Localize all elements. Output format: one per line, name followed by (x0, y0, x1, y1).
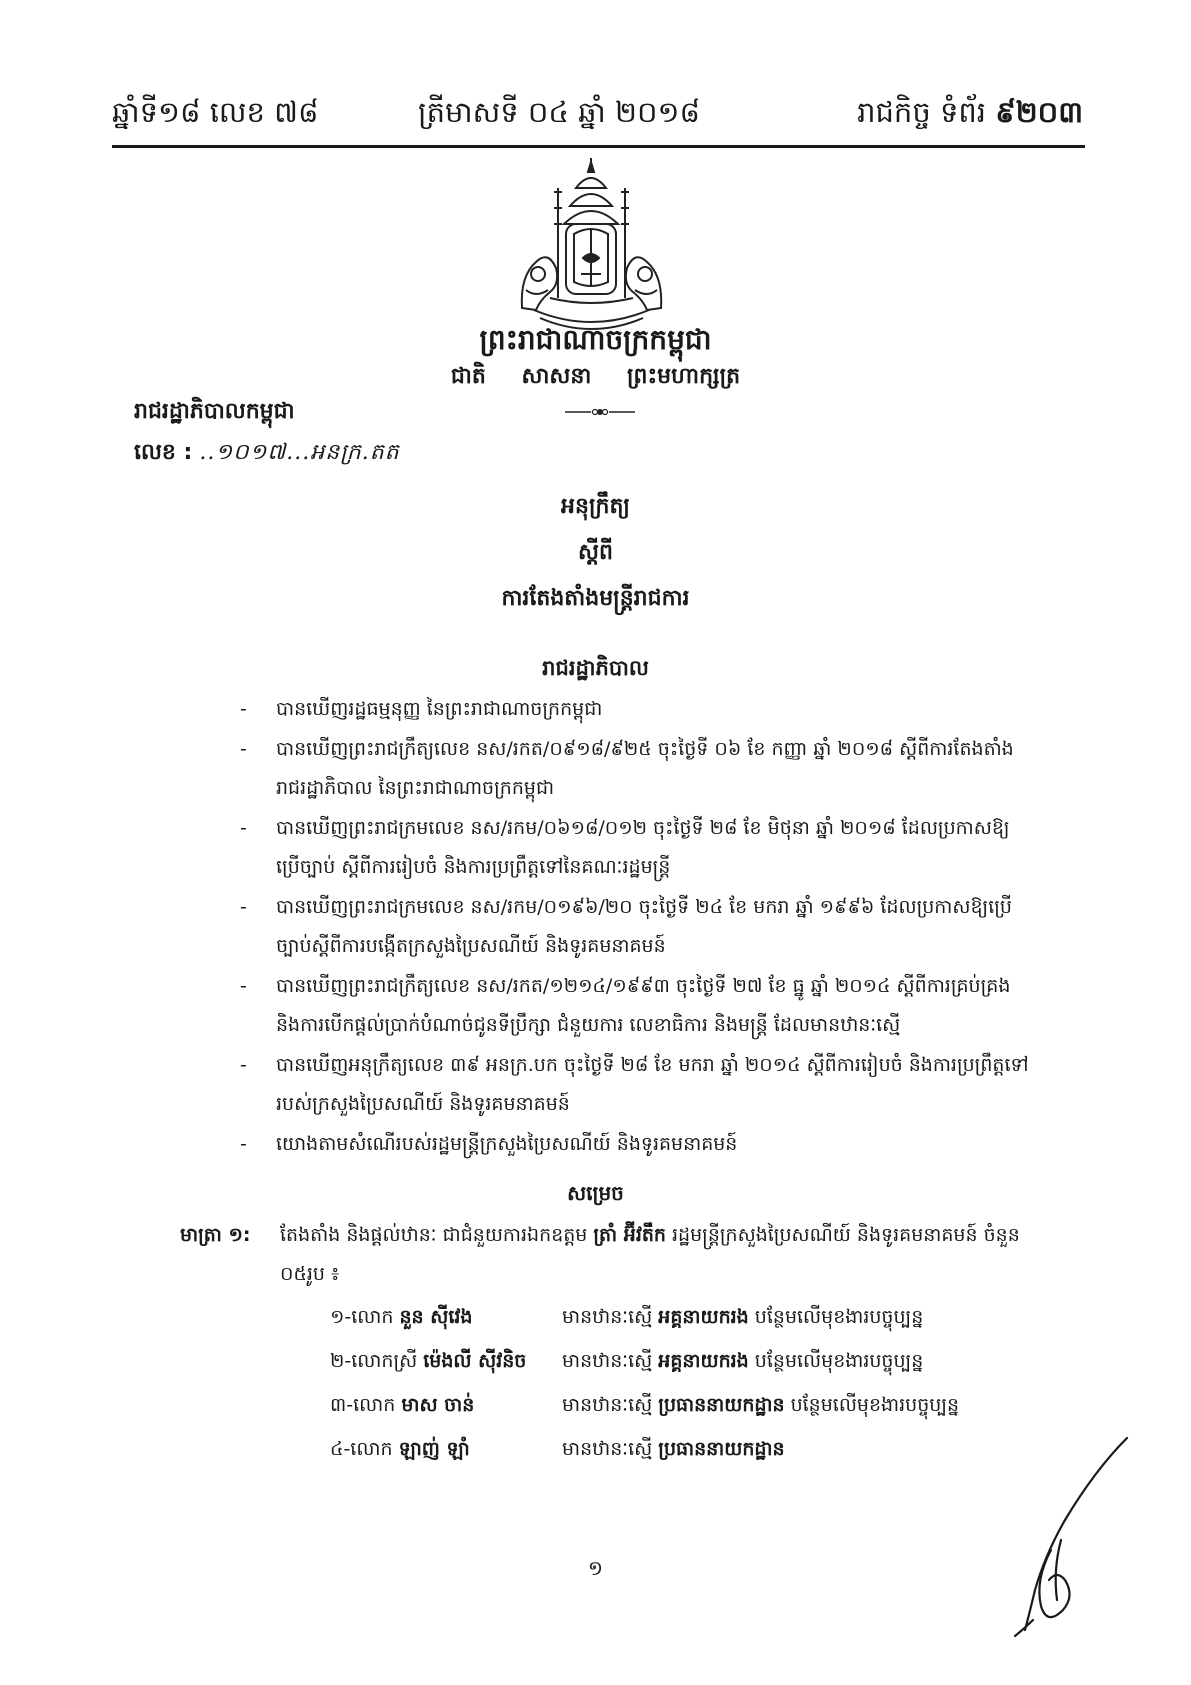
gazette-page (857, 95, 1083, 137)
article-1-text: តែងតាំង និងផ្តល់ឋានៈ ជាជំនួយការឯកឧត្តម ត្រាំ អ៊ីវតឹក រដ្ឋមន្ត្រីក្រសួងប្រៃសណីយ៍ និងទូរគមនាគមន៍ ចំនួន ០៥រូប ៖ (280, 1224, 1020, 1285)
ornament-divider-icon (565, 405, 635, 419)
signature-icon (1005, 1430, 1135, 1640)
document-number-value: ..១០១៧...អនក្រ.តត (199, 440, 400, 465)
article-1-label: មាត្រា ១: (180, 1224, 251, 1246)
table-row (330, 1383, 1050, 1427)
visa-list (240, 690, 1030, 1165)
government-heading: រាជរដ្ឋាភិបាល (542, 656, 649, 680)
gazette-quarter: ត្រីមាសទី ០៤ ឆ្នាំ ២០១៨ (418, 95, 700, 129)
gazette-page-label: រាជកិច្ច ទំព័រ (857, 95, 986, 129)
appointee-rank: មានឋានៈស្មើ ប្រធាននាយកដ្ឋាន បន្ថែមលើមុខងារបច្ចុប្បន្ន (562, 1394, 960, 1416)
document-type: អនុក្រឹត្យ (561, 494, 630, 519)
list-item: - បានឃើញរដ្ឋធម្មនុញ្ញ នៃព្រះរាជាណាចក្រកម្ពុជា (240, 698, 603, 720)
list-item: - បានឃើញព្រះរាជក្រមលេខ នស/រកម/០១៩៦/២០ ចុះថ្ងៃទី ២៤ ខែ មករា ឆ្នាំ ១៩៩៦ ដែលប្រកាសឱ្យប្រើច្បាប់ស្តីពីការបង្កើតក្រសួងប្រៃសណីយ៍ និងទូរគមនាគមន៍ (240, 896, 1012, 957)
document-about: ស្តីពី (578, 540, 613, 565)
list-item: - បានឃើញអនុក្រឹត្យលេខ ៣៩ អនក្រ.បក ចុះថ្ងៃទី ២៨ ខែ មករា ឆ្នាំ ២០១៤ ស្តីពីការរៀបចំ និងការប្រព្រឹត្តទៅរបស់ក្រសួងប្រៃសណីយ៍ និងទូរគមនាគមន៍ (240, 1054, 1029, 1115)
decision-heading: សម្រេច (567, 1181, 624, 1205)
table-row (330, 1339, 1050, 1383)
gazette-issue: ឆ្នាំទី១៨ លេខ ៧៨ (112, 95, 319, 129)
table-row (330, 1295, 1050, 1339)
issuing-authority: រាជរដ្ឋាភិបាលកម្ពុជា (134, 399, 295, 424)
appointee-name: ៤-លោក ឡាញ់ ឡាំ (330, 1438, 470, 1460)
appointee-rank: មានឋានៈស្មើ ប្រធាននាយកដ្ឋាន (562, 1438, 785, 1460)
document-number (134, 438, 400, 470)
list-item: - បានឃើញព្រះរាជក្រមលេខ នស/រកម/០៦១៨/០១២ ចុះថ្ងៃទី ២៨ ខែ មិថុនា ឆ្នាំ ២០១៨ ដែលប្រកាសឱ្យប្រើច្បាប់ ស្តីពីការរៀបចំ និងការប្រព្រឹត្តទៅនៃគណៈរដ្ឋមន្ត្រី (240, 817, 1010, 878)
appointee-rank: មានឋានៈស្មើ អគ្គនាយករង បន្ថែមលើមុខងារបច្ចុប្បន្ន (562, 1306, 924, 1328)
list-item: - យោងតាមសំណើរបស់រដ្ឋមន្ត្រីក្រសួងប្រៃសណីយ៍ និងទូរគមនាគមន៍ (240, 1133, 738, 1155)
table-row (330, 1427, 1050, 1471)
gazette-page-number: ៩២០៣ (995, 95, 1083, 129)
motto-religion: សាសនា (521, 364, 592, 389)
motto-nation: ជាតិ (450, 364, 486, 389)
appointee-name: ២-លោកស្រី ម៉េងលី ស៊ីវនិច (330, 1350, 527, 1372)
national-motto (0, 362, 1191, 394)
appointee-list (330, 1295, 1050, 1471)
document-number-label: លេខ : (134, 440, 193, 465)
list-item: - បានឃើញព្រះរាជក្រឹត្យលេខ នស/រកត/១២១៤/១៩៩៣ ចុះថ្ងៃទី ២៧ ខែ ធ្នូ ឆ្នាំ ២០១៤ ស្តីពីការគ្រប់គ្រង និងការបើកផ្តល់ប្រាក់បំណាច់ជូនទីប្រឹក្សា ជំនួយការ លេខាធិការ និងមន្ត្រី ដែលមានឋានៈស្មើ (240, 975, 1011, 1036)
document-subject: ការតែងតាំងមន្ត្រីរាជការ (501, 586, 690, 611)
motto-king: ព្រះមហាក្សត្រ (626, 364, 741, 389)
article-1 (180, 1216, 1030, 1294)
appointee-name: ៣-លោក មាស ចាន់ (330, 1394, 475, 1416)
page-number: ១ (587, 1556, 604, 1580)
minister-name: ត្រាំ អ៊ីវតឹក (593, 1224, 666, 1246)
header-rule (112, 145, 1085, 148)
list-item: - បានឃើញព្រះរាជក្រឹត្យលេខ នស/រកត/០៩១៨/៩២៥ ចុះថ្ងៃទី ០៦ ខែ កញ្ញា ឆ្នាំ ២០១៨ ស្តីពីការតែងតាំងរាជរដ្ឋាភិបាល នៃព្រះរាជាណាចក្រកម្ពុជា (240, 738, 1014, 799)
royal-arms-emblem-icon (514, 158, 669, 333)
kingdom-name: ព្រះរាជាណាចក្រកម្ពុជា (479, 323, 712, 356)
appointee-rank: មានឋានៈស្មើ អគ្គនាយករង បន្ថែមលើមុខងារបច្ចុប្បន្ន (562, 1350, 924, 1372)
appointee-name: ១-លោក នួន ស៊ីវេង (330, 1306, 473, 1328)
